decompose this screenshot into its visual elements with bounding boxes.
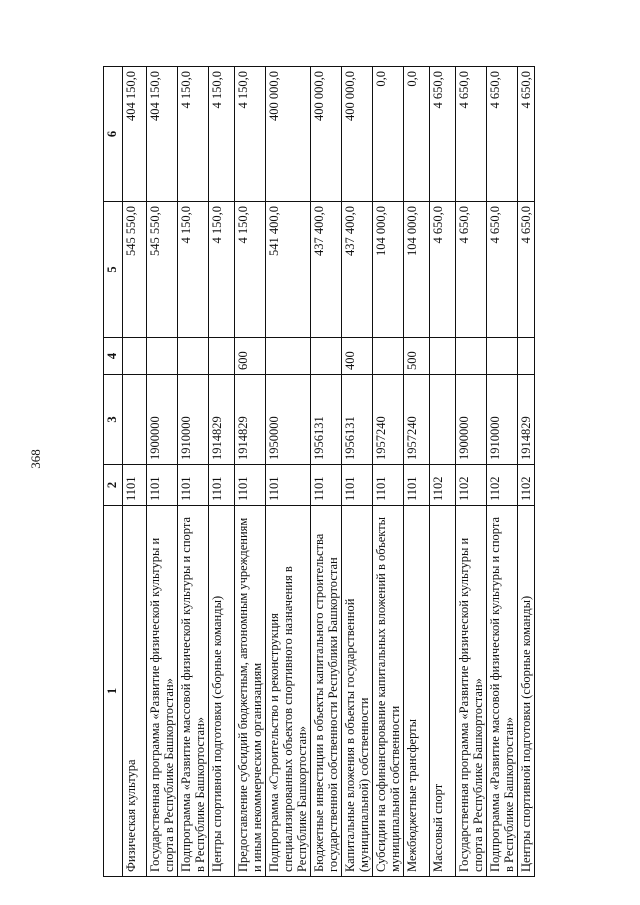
row-section-code: 1101	[235, 465, 266, 506]
row-target-code: 1900000	[147, 375, 178, 465]
row-section-code: 1102	[456, 465, 487, 506]
row-expense-type	[518, 338, 535, 375]
row-amount-2: 4 650,0	[518, 67, 535, 202]
row-expense-type	[311, 338, 342, 375]
header-col-6: 6	[104, 67, 123, 202]
row-amount-2: 404 150,0	[147, 67, 178, 202]
row-expense-type	[178, 338, 209, 375]
row-amount-1: 541 400,0	[266, 202, 311, 338]
row-target-code: 1914829	[209, 375, 235, 465]
row-target-code: 1914829	[518, 375, 535, 465]
row-section-code: 1102	[518, 465, 535, 506]
row-amount-1: 4 150,0	[178, 202, 209, 338]
table-row	[487, 67, 518, 877]
table-row	[342, 67, 373, 877]
row-expense-type	[456, 338, 487, 375]
row-amount-2: 404 150,0	[123, 67, 147, 202]
row-target-code: 1950000	[266, 375, 311, 465]
row-amount-2: 0,0	[373, 67, 404, 202]
page-number: 368	[28, 449, 43, 469]
row-section-code: 1101	[123, 465, 147, 506]
table-row	[373, 67, 404, 877]
table-row	[178, 67, 209, 877]
row-name: Центры спортивной подготовки (сборные команды)	[209, 506, 235, 877]
row-section-code: 1102	[430, 465, 456, 506]
row-name: Государственная программа «Развитие физической культуры и спорта в Республике Башкортостан»	[147, 506, 178, 877]
row-amount-2: 400 000,0	[342, 67, 373, 202]
table-row	[209, 67, 235, 877]
row-name: Центры спортивной подготовки (сборные команды)	[518, 506, 535, 877]
row-name: Капитальные вложения в объекты государственной (муниципальной) собственности	[342, 506, 373, 877]
row-section-code: 1101	[373, 465, 404, 506]
header-col-2: 2	[104, 465, 123, 506]
row-amount-2: 4 650,0	[430, 67, 456, 202]
row-amount-1: 545 550,0	[147, 202, 178, 338]
table-header-row	[104, 67, 123, 877]
row-expense-type	[373, 338, 404, 375]
row-target-code: 1900000	[456, 375, 487, 465]
row-target-code	[123, 375, 147, 465]
row-target-code: 1957240	[404, 375, 430, 465]
header-col-4: 4	[104, 338, 123, 375]
budget-table	[103, 66, 535, 877]
row-amount-1: 545 550,0	[123, 202, 147, 338]
table-row	[123, 67, 147, 877]
row-section-code: 1102	[487, 465, 518, 506]
row-target-code: 1956131	[311, 375, 342, 465]
row-section-code: 1101	[178, 465, 209, 506]
row-name: Подпрограмма «Строительство и реконструкция специализированных объектов спортивного назначения в Республике Башкортостан»	[266, 506, 311, 877]
table-row	[518, 67, 535, 877]
row-expense-type: 400	[342, 338, 373, 375]
row-expense-type	[487, 338, 518, 375]
row-section-code: 1101	[311, 465, 342, 506]
row-name: Бюджетные инвестиции в объекты капитального строительства государственной собственности Республики Башкортостан	[311, 506, 342, 877]
row-target-code: 1910000	[178, 375, 209, 465]
row-name: Предоставление субсидий бюджетным, автономным учреждениям и иным некоммерческим организациям	[235, 506, 266, 877]
row-section-code: 1101	[342, 465, 373, 506]
table-row	[430, 67, 456, 877]
row-amount-2: 4 650,0	[487, 67, 518, 202]
row-name: Физическая культура	[123, 506, 147, 877]
row-amount-1: 104 000,0	[404, 202, 430, 338]
row-amount-1: 4 650,0	[456, 202, 487, 338]
row-expense-type	[123, 338, 147, 375]
table-row	[235, 67, 266, 877]
row-expense-type: 500	[404, 338, 430, 375]
row-expense-type	[209, 338, 235, 375]
row-target-code: 1957240	[373, 375, 404, 465]
row-amount-2: 4 650,0	[456, 67, 487, 202]
row-target-code: 1956131	[342, 375, 373, 465]
row-expense-type	[430, 338, 456, 375]
row-amount-2: 4 150,0	[235, 67, 266, 202]
row-amount-1: 4 150,0	[235, 202, 266, 338]
row-name: Массовый спорт	[430, 506, 456, 877]
row-amount-2: 4 150,0	[209, 67, 235, 202]
row-amount-2: 0,0	[404, 67, 430, 202]
table-row	[456, 67, 487, 877]
row-expense-type: 600	[235, 338, 266, 375]
row-amount-1: 437 400,0	[342, 202, 373, 338]
row-section-code: 1101	[404, 465, 430, 506]
row-amount-2: 400 000,0	[311, 67, 342, 202]
row-name: Субсидии на софинансирование капитальных вложений в объекты муниципальной собственности	[373, 506, 404, 877]
row-name: Государственная программа «Развитие физической культуры и спорта в Республике Башкортостан»	[456, 506, 487, 877]
table-row	[266, 67, 311, 877]
row-amount-1: 4 650,0	[518, 202, 535, 338]
row-amount-2: 400 000,0	[266, 67, 311, 202]
table-row	[404, 67, 430, 877]
row-amount-1: 4 150,0	[209, 202, 235, 338]
row-name: Подпрограмма «Развитие массовой физической культуры и спорта в Республике Башкортостан»	[178, 506, 209, 877]
row-amount-1: 4 650,0	[487, 202, 518, 338]
row-amount-1: 437 400,0	[311, 202, 342, 338]
row-target-code: 1914829	[235, 375, 266, 465]
row-section-code: 1101	[266, 465, 311, 506]
row-amount-1: 104 000,0	[373, 202, 404, 338]
row-expense-type	[266, 338, 311, 375]
table-row	[311, 67, 342, 877]
row-section-code: 1101	[147, 465, 178, 506]
row-target-code: 1910000	[487, 375, 518, 465]
header-col-1: 1	[104, 506, 123, 877]
header-col-5: 5	[104, 202, 123, 338]
row-section-code: 1101	[209, 465, 235, 506]
row-name: Межбюджетные трансферты	[404, 506, 430, 877]
row-name: Подпрограмма «Развитие массовой физической культуры и спорта в Республике Башкортостан»	[487, 506, 518, 877]
row-amount-2: 4 150,0	[178, 67, 209, 202]
table-row	[147, 67, 178, 877]
row-expense-type	[147, 338, 178, 375]
header-col-3: 3	[104, 375, 123, 465]
row-amount-1: 4 650,0	[430, 202, 456, 338]
budget-table-container	[103, 67, 583, 877]
row-target-code	[430, 375, 456, 465]
